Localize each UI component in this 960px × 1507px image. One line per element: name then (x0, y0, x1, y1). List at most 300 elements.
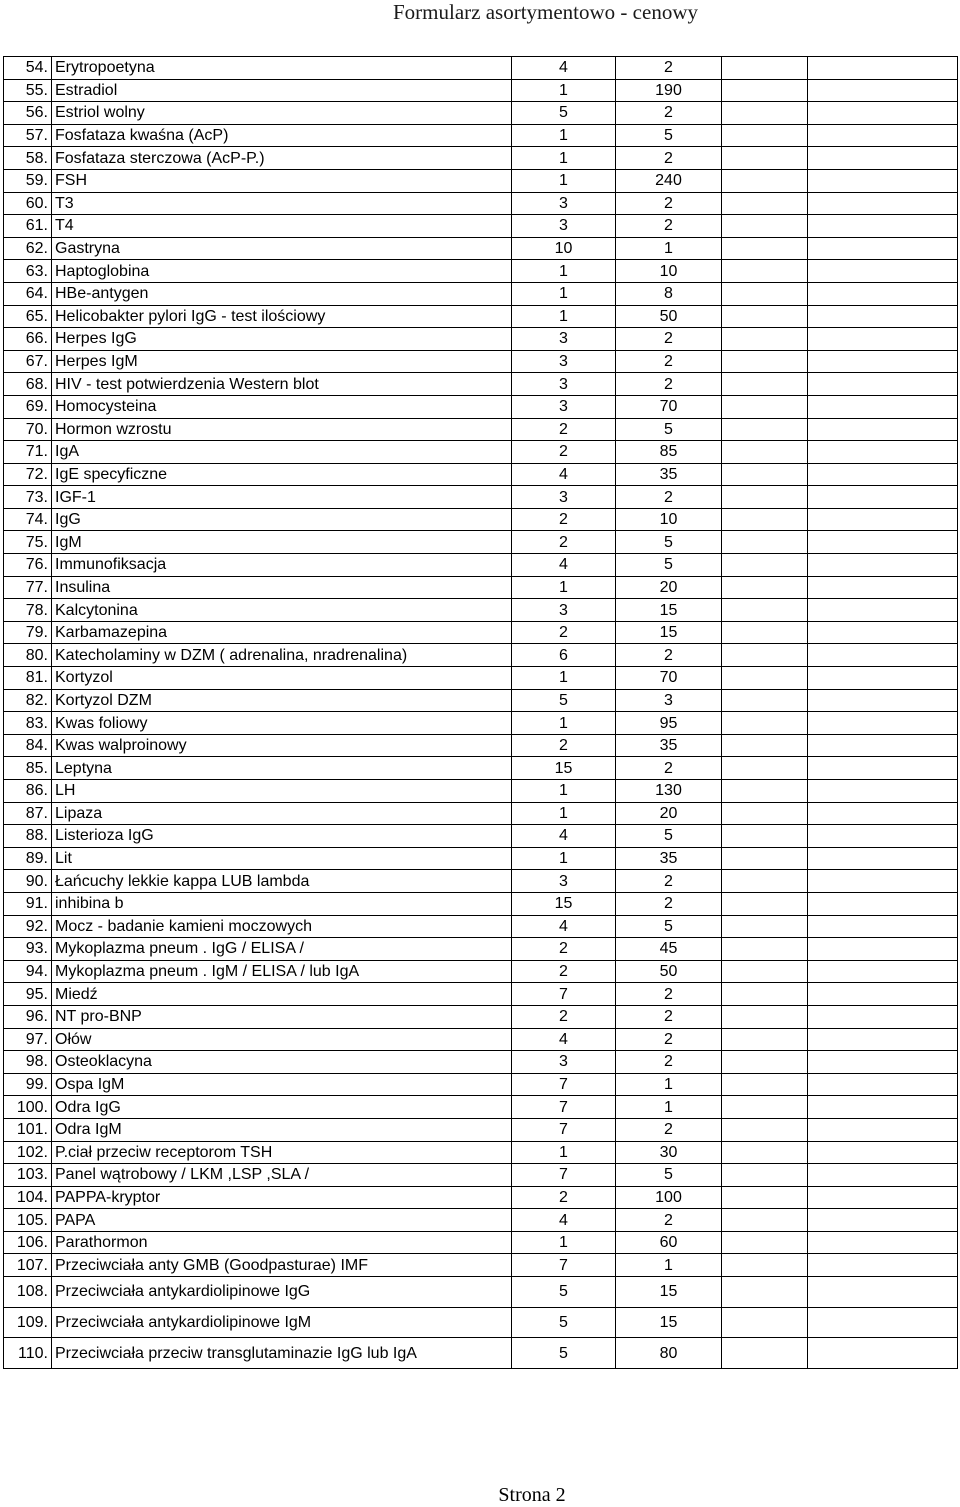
empty-cell-c (722, 576, 808, 599)
empty-cell-d (808, 599, 958, 622)
quantity-a: 10 (512, 237, 616, 260)
row-number: 101. (4, 1118, 52, 1141)
table-row (4, 395, 958, 418)
item-name: Odra IgG (52, 1096, 512, 1119)
quantity-b: 20 (616, 576, 722, 599)
empty-cell-d (808, 1277, 958, 1308)
quantity-b: 2 (616, 892, 722, 915)
empty-cell-d (808, 441, 958, 464)
empty-cell-c (722, 599, 808, 622)
empty-cell-d (808, 870, 958, 893)
empty-cell-d (808, 1209, 958, 1232)
empty-cell-c (722, 1209, 808, 1232)
quantity-a: 1 (512, 147, 616, 170)
item-name: Herpes IgM (52, 350, 512, 373)
empty-cell-c (722, 441, 808, 464)
row-number: 72. (4, 463, 52, 486)
item-name: FSH (52, 169, 512, 192)
row-number: 92. (4, 915, 52, 938)
empty-cell-c (722, 1277, 808, 1308)
table-row (4, 667, 958, 690)
row-number: 70. (4, 418, 52, 441)
row-number: 82. (4, 689, 52, 712)
table-row (4, 915, 958, 938)
quantity-b: 5 (616, 554, 722, 577)
row-number: 85. (4, 757, 52, 780)
row-number: 77. (4, 576, 52, 599)
empty-cell-c (722, 870, 808, 893)
quantity-b: 1 (616, 237, 722, 260)
item-name: Kalcytonina (52, 599, 512, 622)
empty-cell-c (722, 1073, 808, 1096)
row-number: 63. (4, 260, 52, 283)
quantity-b: 2 (616, 644, 722, 667)
table-row (4, 1307, 958, 1338)
quantity-b: 2 (616, 1051, 722, 1074)
quantity-b: 100 (616, 1186, 722, 1209)
empty-cell-d (808, 486, 958, 509)
quantity-a: 15 (512, 757, 616, 780)
row-number: 56. (4, 102, 52, 125)
quantity-b: 2 (616, 147, 722, 170)
document-title: Formularz asortymentowo - cenowy (392, 0, 698, 24)
item-name: Gastryna (52, 237, 512, 260)
empty-cell-c (722, 1096, 808, 1119)
table-row (4, 644, 958, 667)
table-row (4, 621, 958, 644)
table-row (4, 870, 958, 893)
empty-cell-c (722, 644, 808, 667)
quantity-a: 1 (512, 576, 616, 599)
empty-cell-d (808, 667, 958, 690)
row-number: 61. (4, 215, 52, 238)
quantity-b: 5 (616, 825, 722, 848)
quantity-b: 85 (616, 441, 722, 464)
empty-cell-d (808, 531, 958, 554)
quantity-a: 3 (512, 350, 616, 373)
quantity-b: 2 (616, 350, 722, 373)
empty-cell-c (722, 1164, 808, 1187)
quantity-a: 4 (512, 57, 616, 80)
table-row (4, 124, 958, 147)
quantity-a: 4 (512, 1028, 616, 1051)
empty-cell-c (722, 508, 808, 531)
row-number: 68. (4, 373, 52, 396)
empty-cell-c (722, 1118, 808, 1141)
quantity-a: 3 (512, 395, 616, 418)
quantity-a: 1 (512, 169, 616, 192)
page-header (0, 0, 960, 28)
table-row (4, 960, 958, 983)
quantity-a: 7 (512, 1096, 616, 1119)
row-number: 91. (4, 892, 52, 915)
empty-cell-c (722, 418, 808, 441)
quantity-b: 35 (616, 734, 722, 757)
quantity-a: 2 (512, 1005, 616, 1028)
empty-cell-c (722, 712, 808, 735)
row-number: 107. (4, 1254, 52, 1277)
item-name: Katecholaminy w DZM ( adrenalina, nradrenalina) (52, 644, 512, 667)
empty-cell-d (808, 1254, 958, 1277)
empty-cell-c (722, 1254, 808, 1277)
quantity-b: 5 (616, 418, 722, 441)
empty-cell-d (808, 350, 958, 373)
table-row (4, 215, 958, 238)
row-number: 65. (4, 305, 52, 328)
assortment-table (3, 56, 958, 1369)
table-row (4, 847, 958, 870)
item-name: Odra IgM (52, 1118, 512, 1141)
empty-cell-d (808, 644, 958, 667)
quantity-a: 2 (512, 441, 616, 464)
page-number: Strona 2 (498, 1484, 566, 1506)
empty-cell-d (808, 1118, 958, 1141)
empty-cell-d (808, 215, 958, 238)
item-name: HIV - test potwierdzenia Western blot (52, 373, 512, 396)
quantity-a: 1 (512, 847, 616, 870)
table-row (4, 1231, 958, 1254)
table-row (4, 260, 958, 283)
empty-cell-d (808, 260, 958, 283)
item-name: Przeciwciała anty GMB (Goodpasturae) IMF (52, 1254, 512, 1277)
item-name: Hormon wzrostu (52, 418, 512, 441)
empty-cell-c (722, 734, 808, 757)
quantity-a: 3 (512, 373, 616, 396)
empty-cell-c (722, 1028, 808, 1051)
quantity-a: 3 (512, 1051, 616, 1074)
empty-cell-c (722, 192, 808, 215)
item-name: Haptoglobina (52, 260, 512, 283)
empty-cell-d (808, 892, 958, 915)
empty-cell-c (722, 373, 808, 396)
quantity-b: 2 (616, 757, 722, 780)
item-name: IgA (52, 441, 512, 464)
item-name: Ołów (52, 1028, 512, 1051)
table-row (4, 1277, 958, 1308)
empty-cell-c (722, 282, 808, 305)
table-row (4, 599, 958, 622)
quantity-b: 2 (616, 486, 722, 509)
quantity-a: 2 (512, 1186, 616, 1209)
quantity-a: 7 (512, 1164, 616, 1187)
quantity-a: 1 (512, 667, 616, 690)
table-row (4, 305, 958, 328)
empty-cell-d (808, 1028, 958, 1051)
quantity-a: 2 (512, 960, 616, 983)
empty-cell-c (722, 486, 808, 509)
quantity-b: 15 (616, 621, 722, 644)
item-name: Immunofiksacja (52, 554, 512, 577)
quantity-b: 2 (616, 1209, 722, 1232)
quantity-a: 7 (512, 1254, 616, 1277)
empty-cell-d (808, 102, 958, 125)
quantity-b: 80 (616, 1338, 722, 1369)
item-name: IgE specyficzne (52, 463, 512, 486)
item-name: Mykoplazma pneum . IgG / ELISA / (52, 938, 512, 961)
row-number: 73. (4, 486, 52, 509)
quantity-b: 2 (616, 215, 722, 238)
quantity-a: 2 (512, 508, 616, 531)
empty-cell-c (722, 825, 808, 848)
table-row (4, 282, 958, 305)
quantity-b: 35 (616, 847, 722, 870)
table-row (4, 463, 958, 486)
item-name: Homocysteina (52, 395, 512, 418)
quantity-b: 5 (616, 915, 722, 938)
quantity-b: 15 (616, 1277, 722, 1308)
quantity-a: 4 (512, 915, 616, 938)
row-number: 78. (4, 599, 52, 622)
empty-cell-d (808, 373, 958, 396)
empty-cell-c (722, 57, 808, 80)
row-number: 110. (4, 1338, 52, 1369)
empty-cell-d (808, 237, 958, 260)
table-row (4, 57, 958, 80)
row-number: 94. (4, 960, 52, 983)
empty-cell-c (722, 237, 808, 260)
empty-cell-d (808, 147, 958, 170)
item-name: Ospa IgM (52, 1073, 512, 1096)
row-number: 83. (4, 712, 52, 735)
quantity-a: 1 (512, 260, 616, 283)
table-row (4, 441, 958, 464)
row-number: 75. (4, 531, 52, 554)
empty-cell-c (722, 1005, 808, 1028)
item-name: Estriol wolny (52, 102, 512, 125)
row-number: 59. (4, 169, 52, 192)
quantity-a: 1 (512, 124, 616, 147)
assortment-table-body (4, 57, 958, 1369)
row-number: 60. (4, 192, 52, 215)
item-name: Parathormon (52, 1231, 512, 1254)
item-name: Lipaza (52, 802, 512, 825)
item-name: IGF-1 (52, 486, 512, 509)
item-name: IgM (52, 531, 512, 554)
table-row (4, 1254, 958, 1277)
row-number: 93. (4, 938, 52, 961)
empty-cell-c (722, 147, 808, 170)
row-number: 100. (4, 1096, 52, 1119)
item-name: inhibina b (52, 892, 512, 915)
row-number: 74. (4, 508, 52, 531)
row-number: 90. (4, 870, 52, 893)
quantity-a: 1 (512, 305, 616, 328)
empty-cell-d (808, 780, 958, 803)
quantity-a: 4 (512, 554, 616, 577)
item-name: IgG (52, 508, 512, 531)
quantity-b: 8 (616, 282, 722, 305)
table-row (4, 418, 958, 441)
quantity-b: 2 (616, 192, 722, 215)
row-number: 81. (4, 667, 52, 690)
row-number: 67. (4, 350, 52, 373)
empty-cell-c (722, 1051, 808, 1074)
row-number: 62. (4, 237, 52, 260)
table-row (4, 780, 958, 803)
row-number: 69. (4, 395, 52, 418)
row-number: 57. (4, 124, 52, 147)
table-row (4, 757, 958, 780)
item-name: Estradiol (52, 79, 512, 102)
empty-cell-c (722, 938, 808, 961)
row-number: 98. (4, 1051, 52, 1074)
empty-cell-c (722, 531, 808, 554)
quantity-a: 3 (512, 599, 616, 622)
table-row (4, 373, 958, 396)
quantity-a: 5 (512, 1338, 616, 1369)
empty-cell-c (722, 215, 808, 238)
quantity-b: 10 (616, 508, 722, 531)
empty-cell-d (808, 328, 958, 351)
item-name: LH (52, 780, 512, 803)
empty-cell-d (808, 734, 958, 757)
empty-cell-d (808, 305, 958, 328)
item-name: Przeciwciała przeciw transglutaminazie IgG lub IgA (52, 1338, 512, 1369)
quantity-a: 2 (512, 621, 616, 644)
row-number: 102. (4, 1141, 52, 1164)
empty-cell-d (808, 983, 958, 1006)
table-row (4, 1164, 958, 1187)
quantity-b: 190 (616, 79, 722, 102)
empty-cell-d (808, 554, 958, 577)
quantity-a: 1 (512, 1231, 616, 1254)
row-number: 88. (4, 825, 52, 848)
table-row (4, 1186, 958, 1209)
item-name: Herpes IgG (52, 328, 512, 351)
empty-cell-d (808, 1005, 958, 1028)
quantity-b: 2 (616, 1005, 722, 1028)
empty-cell-c (722, 1186, 808, 1209)
empty-cell-d (808, 1096, 958, 1119)
quantity-b: 30 (616, 1141, 722, 1164)
table-row (4, 802, 958, 825)
quantity-b: 1 (616, 1096, 722, 1119)
item-name: Panel wątrobowy / LKM ,LSP ,SLA / (52, 1164, 512, 1187)
table-row (4, 192, 958, 215)
quantity-a: 3 (512, 870, 616, 893)
empty-cell-c (722, 169, 808, 192)
empty-cell-d (808, 463, 958, 486)
item-name: Kwas walproinowy (52, 734, 512, 757)
table-row (4, 237, 958, 260)
quantity-b: 2 (616, 1118, 722, 1141)
row-number: 108. (4, 1277, 52, 1308)
quantity-b: 2 (616, 102, 722, 125)
item-name: P.ciał przeciw receptorom TSH (52, 1141, 512, 1164)
empty-cell-d (808, 960, 958, 983)
empty-cell-c (722, 395, 808, 418)
quantity-b: 2 (616, 1028, 722, 1051)
quantity-b: 10 (616, 260, 722, 283)
quantity-a: 1 (512, 780, 616, 803)
table-row (4, 1338, 958, 1369)
empty-cell-c (722, 102, 808, 125)
quantity-a: 5 (512, 1307, 616, 1338)
item-name: PAPA (52, 1209, 512, 1232)
table-row (4, 486, 958, 509)
quantity-a: 7 (512, 1118, 616, 1141)
quantity-a: 2 (512, 938, 616, 961)
item-name: Fosfataza kwaśna (AcP) (52, 124, 512, 147)
table-row (4, 1051, 958, 1074)
empty-cell-d (808, 1186, 958, 1209)
row-number: 103. (4, 1164, 52, 1187)
table-row (4, 825, 958, 848)
row-number: 87. (4, 802, 52, 825)
empty-cell-d (808, 802, 958, 825)
quantity-a: 6 (512, 644, 616, 667)
row-number: 109. (4, 1307, 52, 1338)
item-name: PAPPA-kryptor (52, 1186, 512, 1209)
row-number: 99. (4, 1073, 52, 1096)
item-name: Mocz - badanie kamieni moczowych (52, 915, 512, 938)
quantity-a: 1 (512, 79, 616, 102)
row-number: 105. (4, 1209, 52, 1232)
quantity-b: 50 (616, 305, 722, 328)
empty-cell-d (808, 621, 958, 644)
empty-cell-c (722, 667, 808, 690)
quantity-b: 3 (616, 689, 722, 712)
quantity-b: 35 (616, 463, 722, 486)
empty-cell-c (722, 915, 808, 938)
row-number: 80. (4, 644, 52, 667)
item-name: Przeciwciała antykardiolipinowe IgM (52, 1307, 512, 1338)
table-row (4, 712, 958, 735)
quantity-b: 1 (616, 1254, 722, 1277)
table-row (4, 1209, 958, 1232)
row-number: 55. (4, 79, 52, 102)
table-row (4, 79, 958, 102)
empty-cell-d (808, 712, 958, 735)
quantity-a: 15 (512, 892, 616, 915)
item-name: Kwas foliowy (52, 712, 512, 735)
table-row (4, 1005, 958, 1028)
empty-cell-c (722, 1141, 808, 1164)
row-number: 106. (4, 1231, 52, 1254)
quantity-a: 1 (512, 282, 616, 305)
empty-cell-d (808, 1307, 958, 1338)
empty-cell-c (722, 305, 808, 328)
quantity-a: 1 (512, 712, 616, 735)
empty-cell-c (722, 802, 808, 825)
item-name: HBe-antygen (52, 282, 512, 305)
item-name: Mykoplazma pneum . IgM / ELISA / lub IgA (52, 960, 512, 983)
page-footer (0, 1483, 960, 1507)
table-row (4, 983, 958, 1006)
row-number: 95. (4, 983, 52, 1006)
quantity-a: 2 (512, 734, 616, 757)
quantity-b: 15 (616, 599, 722, 622)
quantity-b: 60 (616, 1231, 722, 1254)
quantity-a: 3 (512, 215, 616, 238)
item-name: T4 (52, 215, 512, 238)
empty-cell-d (808, 1141, 958, 1164)
empty-cell-d (808, 915, 958, 938)
empty-cell-d (808, 418, 958, 441)
empty-cell-c (722, 79, 808, 102)
empty-cell-d (808, 57, 958, 80)
row-number: 97. (4, 1028, 52, 1051)
item-name: Kortyzol DZM (52, 689, 512, 712)
quantity-b: 1 (616, 1073, 722, 1096)
empty-cell-c (722, 124, 808, 147)
quantity-b: 5 (616, 1164, 722, 1187)
row-number: 84. (4, 734, 52, 757)
quantity-b: 15 (616, 1307, 722, 1338)
row-number: 64. (4, 282, 52, 305)
row-number: 58. (4, 147, 52, 170)
item-name: Miedź (52, 983, 512, 1006)
